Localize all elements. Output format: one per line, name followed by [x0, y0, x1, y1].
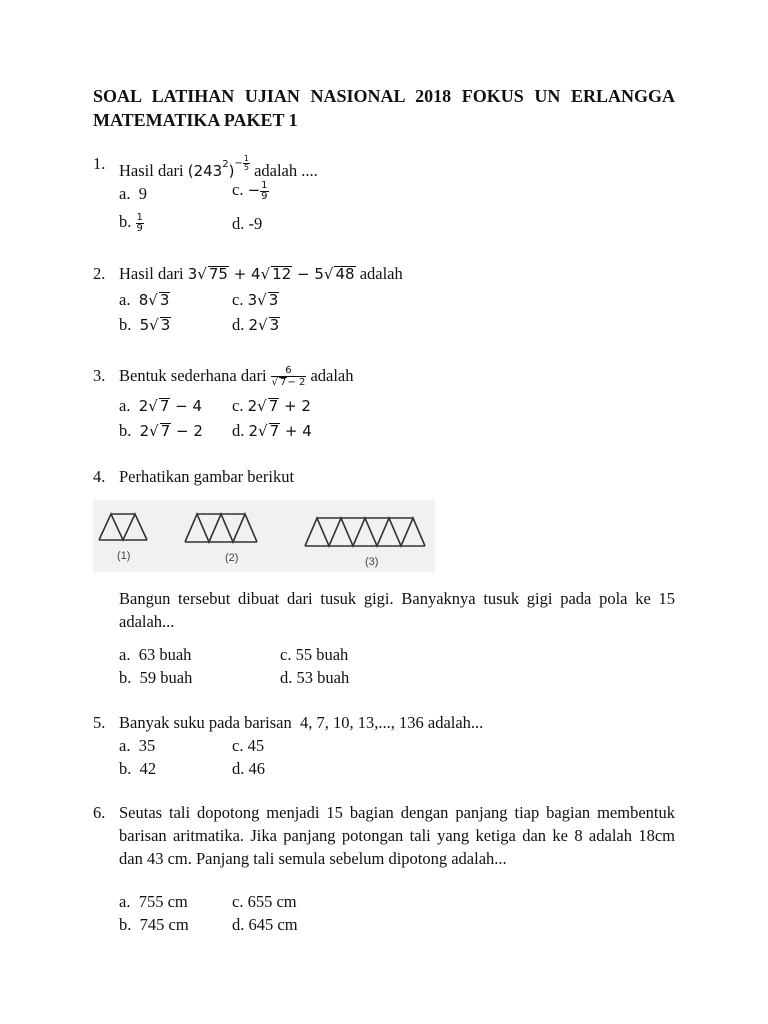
toothpick-pattern-figure: [93, 500, 435, 572]
figure-label-1: (1): [117, 550, 131, 562]
question-number: 3.: [93, 366, 106, 385]
option-d: d. 2√ 7 + 4: [232, 421, 312, 440]
question-number: 1.: [93, 154, 106, 173]
question-stem: Hasil dari 3√ 75 + 4√ 12 − 5√ 48 adalah: [119, 264, 403, 283]
toothpick-triangles-drawing: [93, 500, 435, 572]
question-stem: Hasil dari $(243^2)^{- \frac{1}{5}}$ adalah ....: [119, 153, 318, 180]
question-stem: Bentuk sederhana dari $\frac{6}{√ 7- 2}$ adalah: [119, 365, 354, 389]
option-d: d. 2√ 3: [232, 315, 280, 334]
option-c: c. 3√ 3: [232, 290, 279, 309]
question-4-text: Bangun tersebut dibuat dari tusuk gigi. Banyaknya tusuk gigi pada pola ke 15 adalah...: [119, 589, 675, 631]
page-title: [93, 84, 675, 132]
option-b: b. 2√ 7 − 2: [119, 421, 203, 440]
option-b: b. 5√ 3: [119, 315, 171, 334]
question-number: 2.: [93, 264, 106, 283]
question-stem: Perhatikan gambar berikut: [119, 467, 295, 486]
option-b: b. 42: [119, 759, 157, 778]
question-number: 6.: [93, 803, 106, 822]
option-d: d. 53 buah: [280, 668, 350, 687]
option-c: c. 45: [232, 736, 265, 755]
option-a: a. 9: [119, 184, 147, 203]
question-stem: Banyak suku pada barisan 4, 7, 10, 13,..., 136 adalah...: [119, 713, 484, 732]
option-d: d. 645 cm: [232, 915, 298, 934]
option-a: a. 8√ 3: [119, 290, 170, 309]
option-a: a. 2√ 7 − 4: [119, 396, 203, 415]
option-d: d. 46: [232, 759, 265, 778]
option-b: b. 59 buah: [119, 668, 193, 687]
option-b: b. 745 cm: [119, 915, 189, 934]
option-c: c. 55 buah: [280, 645, 349, 664]
option-a: a. 63 buah: [119, 645, 192, 664]
question-number: 4.: [93, 467, 106, 486]
option-b: b. $\frac{1}{9}$: [119, 211, 143, 234]
title-line-1: SOAL LATIHAN UJIAN NASIONAL 2018 FOKUS UN ERLANGGA: [93, 86, 675, 106]
option-a: a. 35: [119, 736, 156, 755]
title-line-2: MATEMATIKA PAKET 1: [93, 110, 298, 130]
option-c: c. 2√ 7 + 2: [232, 396, 311, 415]
option-d: d. -9: [232, 214, 263, 233]
option-a: a. 755 cm: [119, 892, 188, 911]
question-number: 5.: [93, 713, 106, 732]
option-c: c. 655 cm: [232, 892, 297, 911]
question-6-text: Seutas tali dopotong menjadi 15 bagian dengan panjang tiap bagian membentuk barisan aritmatika. Jika panjang potongan tali yang ketiga dan ke 8 adalah 18cm dan 43 cm. Panjang tali semula sebelum dipotong adalah...: [119, 803, 675, 868]
figure-label-3: (3): [365, 556, 379, 568]
option-c: c. − $\frac{1}{9}$: [232, 179, 268, 202]
figure-label-2: (2): [225, 552, 239, 564]
